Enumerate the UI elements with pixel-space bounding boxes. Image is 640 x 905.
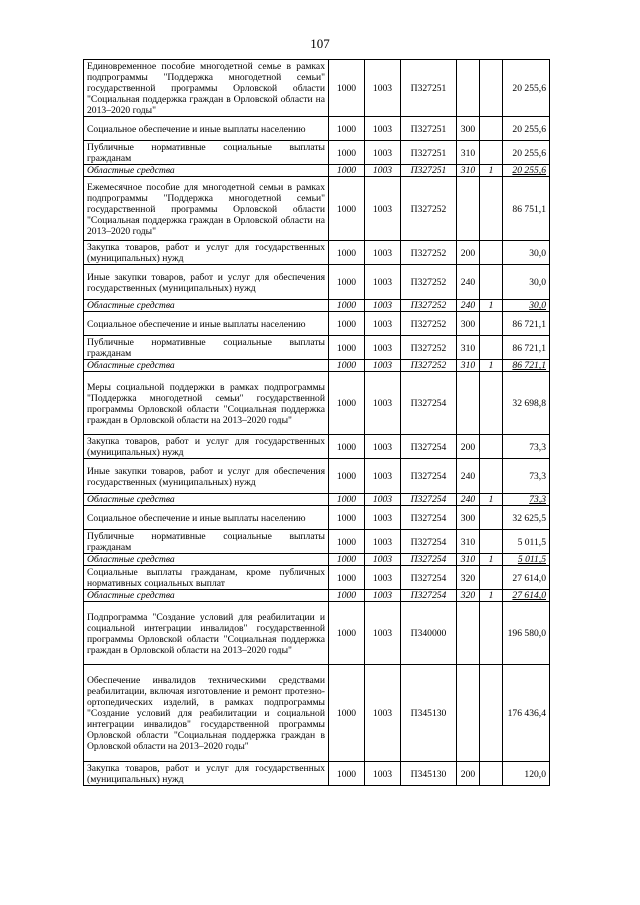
target-article-cell: П327252	[401, 336, 457, 360]
target-article-cell: П327251	[401, 141, 457, 165]
row-name-cell: Областные средства	[84, 494, 329, 506]
row-name-cell: Обеспечение инвалидов техническими средствами реабилитации, включая изготовление и ремонт протезно-ортопедических изделий, в рамках подпрограммы "Создание условий для реабилитации и социальной интеграции инвалидов" государственной программы Орловской области "Социальная поддержка граждан в Орловской области на 2013–2020 годы"	[84, 665, 329, 762]
row-name-cell: Единовременное пособие многодетной семье в рамках подпрограммы "Поддержка многодетной семьи" государственной программы Орловской области "Социальная поддержка граждан в Орловской области на 2013–2020 годы"	[84, 60, 329, 117]
section-code-cell: 1000	[329, 566, 365, 590]
target-article-cell: П327252	[401, 177, 457, 241]
row-name-cell: Областные средства	[84, 554, 329, 566]
expense-type-cell: 310	[457, 554, 480, 566]
target-article-cell: П345130	[401, 665, 457, 762]
amount-cell: 73,3	[503, 494, 550, 506]
admin-code-cell	[480, 665, 503, 762]
row-name-cell: Социальные выплаты гражданам, кроме публичных нормативных социальных выплат	[84, 566, 329, 590]
section-code-cell: 1000	[329, 554, 365, 566]
target-article-cell: П340000	[401, 602, 457, 665]
row-name-cell: Закупка товаров, работ и услуг для государственных (муниципальных) нужд	[84, 435, 329, 459]
section-code-cell: 1000	[329, 60, 365, 117]
subsection-code-cell: 1003	[365, 265, 401, 300]
table-row	[84, 665, 550, 762]
section-code-cell: 1000	[329, 590, 365, 602]
row-name-cell: Подпрограмма "Создание условий для реабилитации и социальной интеграции инвалидов" государственной программы Орловской области "Социальная поддержка граждан в Орловской области на 2013–2020 годы"	[84, 602, 329, 665]
row-name-cell: Областные средства	[84, 590, 329, 602]
target-article-cell: П327252	[401, 312, 457, 336]
row-name-cell: Закупка товаров, работ и услуг для государственных (муниципальных) нужд	[84, 241, 329, 265]
amount-cell: 20 255,6	[503, 165, 550, 177]
admin-code-cell	[480, 312, 503, 336]
expense-type-cell: 320	[457, 590, 480, 602]
amount-cell: 86 721,1	[503, 336, 550, 360]
expense-type-cell: 240	[457, 459, 480, 494]
row-name-cell: Ежемесячное пособие для многодетной семьи в рамках подпрограммы "Поддержка многодетной семьи" государственной программы Орловской области "Социальная поддержка граждан в Орловской области на 2013–2020 годы"	[84, 177, 329, 241]
row-name-cell: Областные средства	[84, 165, 329, 177]
target-article-cell: П327251	[401, 60, 457, 117]
subsection-code-cell: 1003	[365, 300, 401, 312]
expense-type-cell: 310	[457, 360, 480, 372]
amount-cell: 86 721,1	[503, 312, 550, 336]
table-row	[84, 566, 550, 590]
expense-type-cell: 200	[457, 435, 480, 459]
target-article-cell: П327252	[401, 241, 457, 265]
admin-code-cell	[480, 241, 503, 265]
expense-type-cell	[457, 60, 480, 117]
subsection-code-cell: 1003	[365, 566, 401, 590]
expense-type-cell: 200	[457, 762, 480, 786]
table-row	[84, 265, 550, 300]
admin-code-cell	[480, 117, 503, 141]
table-row	[84, 312, 550, 336]
target-article-cell: П327251	[401, 117, 457, 141]
section-code-cell: 1000	[329, 435, 365, 459]
expense-type-cell	[457, 177, 480, 241]
table-body	[84, 60, 550, 786]
subsection-code-cell: 1003	[365, 554, 401, 566]
admin-code-cell: 1	[480, 554, 503, 566]
expense-type-cell	[457, 372, 480, 435]
amount-cell: 27 614,0	[503, 566, 550, 590]
section-code-cell: 1000	[329, 265, 365, 300]
table-row	[84, 506, 550, 530]
amount-cell: 20 255,6	[503, 117, 550, 141]
admin-code-cell	[480, 459, 503, 494]
table-row	[84, 300, 550, 312]
target-article-cell: П327254	[401, 554, 457, 566]
target-article-cell: П327254	[401, 435, 457, 459]
table-row	[84, 336, 550, 360]
subsection-code-cell: 1003	[365, 336, 401, 360]
amount-cell: 30,0	[503, 241, 550, 265]
section-code-cell: 1000	[329, 312, 365, 336]
expense-type-cell: 240	[457, 265, 480, 300]
row-name-cell: Социальное обеспечение и иные выплаты населению	[84, 506, 329, 530]
subsection-code-cell: 1003	[365, 141, 401, 165]
subsection-code-cell: 1003	[365, 165, 401, 177]
expense-type-cell: 240	[457, 494, 480, 506]
budget-table	[83, 59, 550, 786]
admin-code-cell: 1	[480, 494, 503, 506]
target-article-cell: П327252	[401, 265, 457, 300]
row-name-cell: Публичные нормативные социальные выплаты гражданам	[84, 530, 329, 554]
target-article-cell: П327254	[401, 506, 457, 530]
target-article-cell: П327252	[401, 360, 457, 372]
admin-code-cell	[480, 336, 503, 360]
row-name-cell: Иные закупки товаров, работ и услуг для обеспечения государственных (муниципальных) нужд	[84, 459, 329, 494]
table-row	[84, 141, 550, 165]
amount-cell: 196 580,0	[503, 602, 550, 665]
subsection-code-cell: 1003	[365, 435, 401, 459]
target-article-cell: П327254	[401, 566, 457, 590]
expense-type-cell: 310	[457, 530, 480, 554]
section-code-cell: 1000	[329, 336, 365, 360]
amount-cell: 73,3	[503, 435, 550, 459]
target-article-cell: П345130	[401, 762, 457, 786]
target-article-cell: П327254	[401, 372, 457, 435]
section-code-cell: 1000	[329, 165, 365, 177]
table-row	[84, 494, 550, 506]
row-name-cell: Иные закупки товаров, работ и услуг для обеспечения государственных (муниципальных) нужд	[84, 265, 329, 300]
row-name-cell: Социальное обеспечение и иные выплаты населению	[84, 117, 329, 141]
table-row	[84, 117, 550, 141]
amount-cell: 30,0	[503, 265, 550, 300]
table-row	[84, 590, 550, 602]
admin-code-cell: 1	[480, 360, 503, 372]
table-row	[84, 177, 550, 241]
amount-cell: 5 011,5	[503, 530, 550, 554]
section-code-cell: 1000	[329, 372, 365, 435]
table-row	[84, 435, 550, 459]
amount-cell: 120,0	[503, 762, 550, 786]
admin-code-cell	[480, 372, 503, 435]
row-name-cell: Публичные нормативные социальные выплаты гражданам	[84, 141, 329, 165]
subsection-code-cell: 1003	[365, 665, 401, 762]
expense-type-cell: 310	[457, 336, 480, 360]
admin-code-cell	[480, 435, 503, 459]
expense-type-cell: 310	[457, 141, 480, 165]
table-row	[84, 241, 550, 265]
admin-code-cell: 1	[480, 590, 503, 602]
amount-cell: 30,0	[503, 300, 550, 312]
table-row	[84, 60, 550, 117]
table-row	[84, 372, 550, 435]
amount-cell: 20 255,6	[503, 60, 550, 117]
admin-code-cell	[480, 530, 503, 554]
subsection-code-cell: 1003	[365, 530, 401, 554]
amount-cell: 86 721,1	[503, 360, 550, 372]
row-name-cell: Областные средства	[84, 300, 329, 312]
admin-code-cell	[480, 141, 503, 165]
subsection-code-cell: 1003	[365, 506, 401, 530]
section-code-cell: 1000	[329, 494, 365, 506]
table-row	[84, 459, 550, 494]
amount-cell: 86 751,1	[503, 177, 550, 241]
subsection-code-cell: 1003	[365, 177, 401, 241]
section-code-cell: 1000	[329, 241, 365, 265]
target-article-cell: П327251	[401, 165, 457, 177]
expense-type-cell	[457, 602, 480, 665]
row-name-cell: Областные средства	[84, 360, 329, 372]
admin-code-cell	[480, 762, 503, 786]
section-code-cell: 1000	[329, 459, 365, 494]
subsection-code-cell: 1003	[365, 60, 401, 117]
amount-cell: 27 614,0	[503, 590, 550, 602]
admin-code-cell	[480, 265, 503, 300]
amount-cell: 20 255,6	[503, 141, 550, 165]
amount-cell: 176 436,4	[503, 665, 550, 762]
amount-cell: 32 698,8	[503, 372, 550, 435]
target-article-cell: П327254	[401, 590, 457, 602]
expense-type-cell: 300	[457, 312, 480, 336]
section-code-cell: 1000	[329, 141, 365, 165]
section-code-cell: 1000	[329, 602, 365, 665]
admin-code-cell	[480, 177, 503, 241]
expense-type-cell: 310	[457, 165, 480, 177]
admin-code-cell: 1	[480, 300, 503, 312]
amount-cell: 73,3	[503, 459, 550, 494]
admin-code-cell: 1	[480, 165, 503, 177]
admin-code-cell	[480, 566, 503, 590]
expense-type-cell: 300	[457, 506, 480, 530]
subsection-code-cell: 1003	[365, 762, 401, 786]
subsection-code-cell: 1003	[365, 459, 401, 494]
section-code-cell: 1000	[329, 506, 365, 530]
target-article-cell: П327254	[401, 459, 457, 494]
table-row	[84, 165, 550, 177]
expense-type-cell: 320	[457, 566, 480, 590]
section-code-cell: 1000	[329, 360, 365, 372]
table-row	[84, 762, 550, 786]
target-article-cell: П327252	[401, 300, 457, 312]
expense-type-cell: 200	[457, 241, 480, 265]
row-name-cell: Меры социальной поддержки в рамках подпрограммы "Поддержка многодетной семьи" государственной программы Орловской области "Социальная поддержка граждан в Орловской области на 2013–2020 годы"	[84, 372, 329, 435]
target-article-cell: П327254	[401, 530, 457, 554]
section-code-cell: 1000	[329, 177, 365, 241]
expense-type-cell: 300	[457, 117, 480, 141]
amount-cell: 5 011,5	[503, 554, 550, 566]
subsection-code-cell: 1003	[365, 117, 401, 141]
target-article-cell: П327254	[401, 494, 457, 506]
table-row	[84, 554, 550, 566]
subsection-code-cell: 1003	[365, 602, 401, 665]
expense-type-cell: 240	[457, 300, 480, 312]
subsection-code-cell: 1003	[365, 360, 401, 372]
admin-code-cell	[480, 602, 503, 665]
row-name-cell: Закупка товаров, работ и услуг для государственных (муниципальных) нужд	[84, 762, 329, 786]
section-code-cell: 1000	[329, 665, 365, 762]
section-code-cell: 1000	[329, 300, 365, 312]
row-name-cell: Социальное обеспечение и иные выплаты населению	[84, 312, 329, 336]
subsection-code-cell: 1003	[365, 372, 401, 435]
subsection-code-cell: 1003	[365, 312, 401, 336]
table-row	[84, 360, 550, 372]
expense-type-cell	[457, 665, 480, 762]
section-code-cell: 1000	[329, 117, 365, 141]
admin-code-cell	[480, 506, 503, 530]
section-code-cell: 1000	[329, 762, 365, 786]
row-name-cell: Публичные нормативные социальные выплаты гражданам	[84, 336, 329, 360]
table-row	[84, 602, 550, 665]
subsection-code-cell: 1003	[365, 494, 401, 506]
page-number: 107	[310, 36, 330, 51]
table-row	[84, 530, 550, 554]
subsection-code-cell: 1003	[365, 241, 401, 265]
section-code-cell: 1000	[329, 530, 365, 554]
subsection-code-cell: 1003	[365, 590, 401, 602]
admin-code-cell	[480, 60, 503, 117]
amount-cell: 32 625,5	[503, 506, 550, 530]
